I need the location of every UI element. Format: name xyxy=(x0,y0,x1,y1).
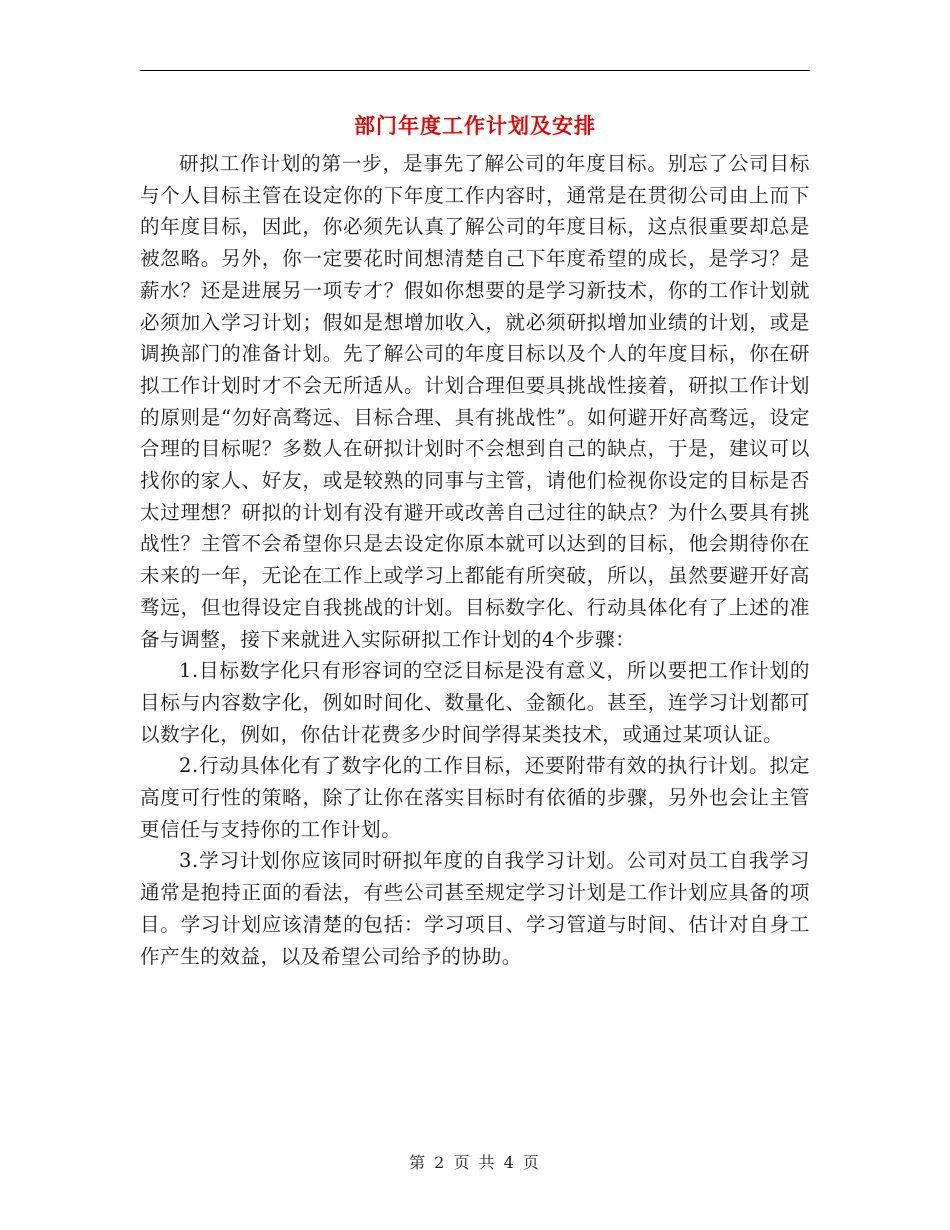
document-body xyxy=(140,148,810,972)
paragraph-step-3: 3.学习计划你应该同时研拟年度的自我学习计划。公司对员工自我学习通常是抱持正面的看法，有些公司甚至规定学习计划是工作计划应具备的项目。学习计划应该清楚的包括：学习项目、学习管道与时间、估计对自身工作产生的效益，以及希望公司给予的协助。 xyxy=(140,849,810,968)
paragraph-intro: 研拟工作计划的第一步，是事先了解公司的年度目标。别忘了公司目标与个人目标主管在设定你的下年度工作内容时，通常是在贯彻公司由上而下的年度目标，因此，你必须先认真了解公司的年度目标，这点很重要却总是被忽略。另外，你一定要花时间想清楚自己下年度希望的成长，是学习？是薪水？还是进展另一项专才？假如你想要的是学习新技术，你的工作计划就必须加入学习计划；假如是想增加收入，就必须研拟增加业绩的计划，或是调换部门的准备计划。先了解公司的年度目标以及个人的年度目标，你在研拟工作计划时才不会无所适从。计划合理但要具挑战性接着，研拟工作计划的原则是“勿好高骛远、目标合理、具有挑战性”。如何避开好高骛远，设定合理的目标呢？多数人在研拟计划时不会想到自己的缺点，于是，建议可以找你的家人、好友，或是较熟的同事与主管，请他们检视你设定的目标是否太过理想？研拟的计划有没有避开或改善自己过往的缺点？为什么要具有挑战性？主管不会希望你只是去设定你原本就可以达到的目标，他会期待你在未来的一年，无论在工作上或学习上都能有所突破，所以，虽然要避开好高骛远，但也得设定自我挑战的计划。目标数字化、行动具体化有了上述的准备与调整，接下来就进入实际研拟工作计划的4个步骤： xyxy=(140,152,810,651)
header-rule xyxy=(140,70,810,71)
page-number-footer: 第 2 页 共 4 页 xyxy=(409,1153,541,1172)
document-title: 部门年度工作计划及安排 xyxy=(354,113,596,138)
paragraph-step-1: 1.目标数字化只有形容词的空泛目标是没有意义，所以要把工作计划的目标与内容数字化，例如时间化、数量化、金额化。甚至，连学习计划都可以数字化，例如，你估计花费多少时间学得某类技术，或通过某项认证。 xyxy=(140,659,810,746)
paragraph-step-2: 2.行动具体化有了数字化的工作目标，还要附带有效的执行计划。拟定高度可行性的策略，除了让你在落实目标时有依循的步骤，另外也会让主管更信任与支持你的工作计划。 xyxy=(140,754,810,841)
